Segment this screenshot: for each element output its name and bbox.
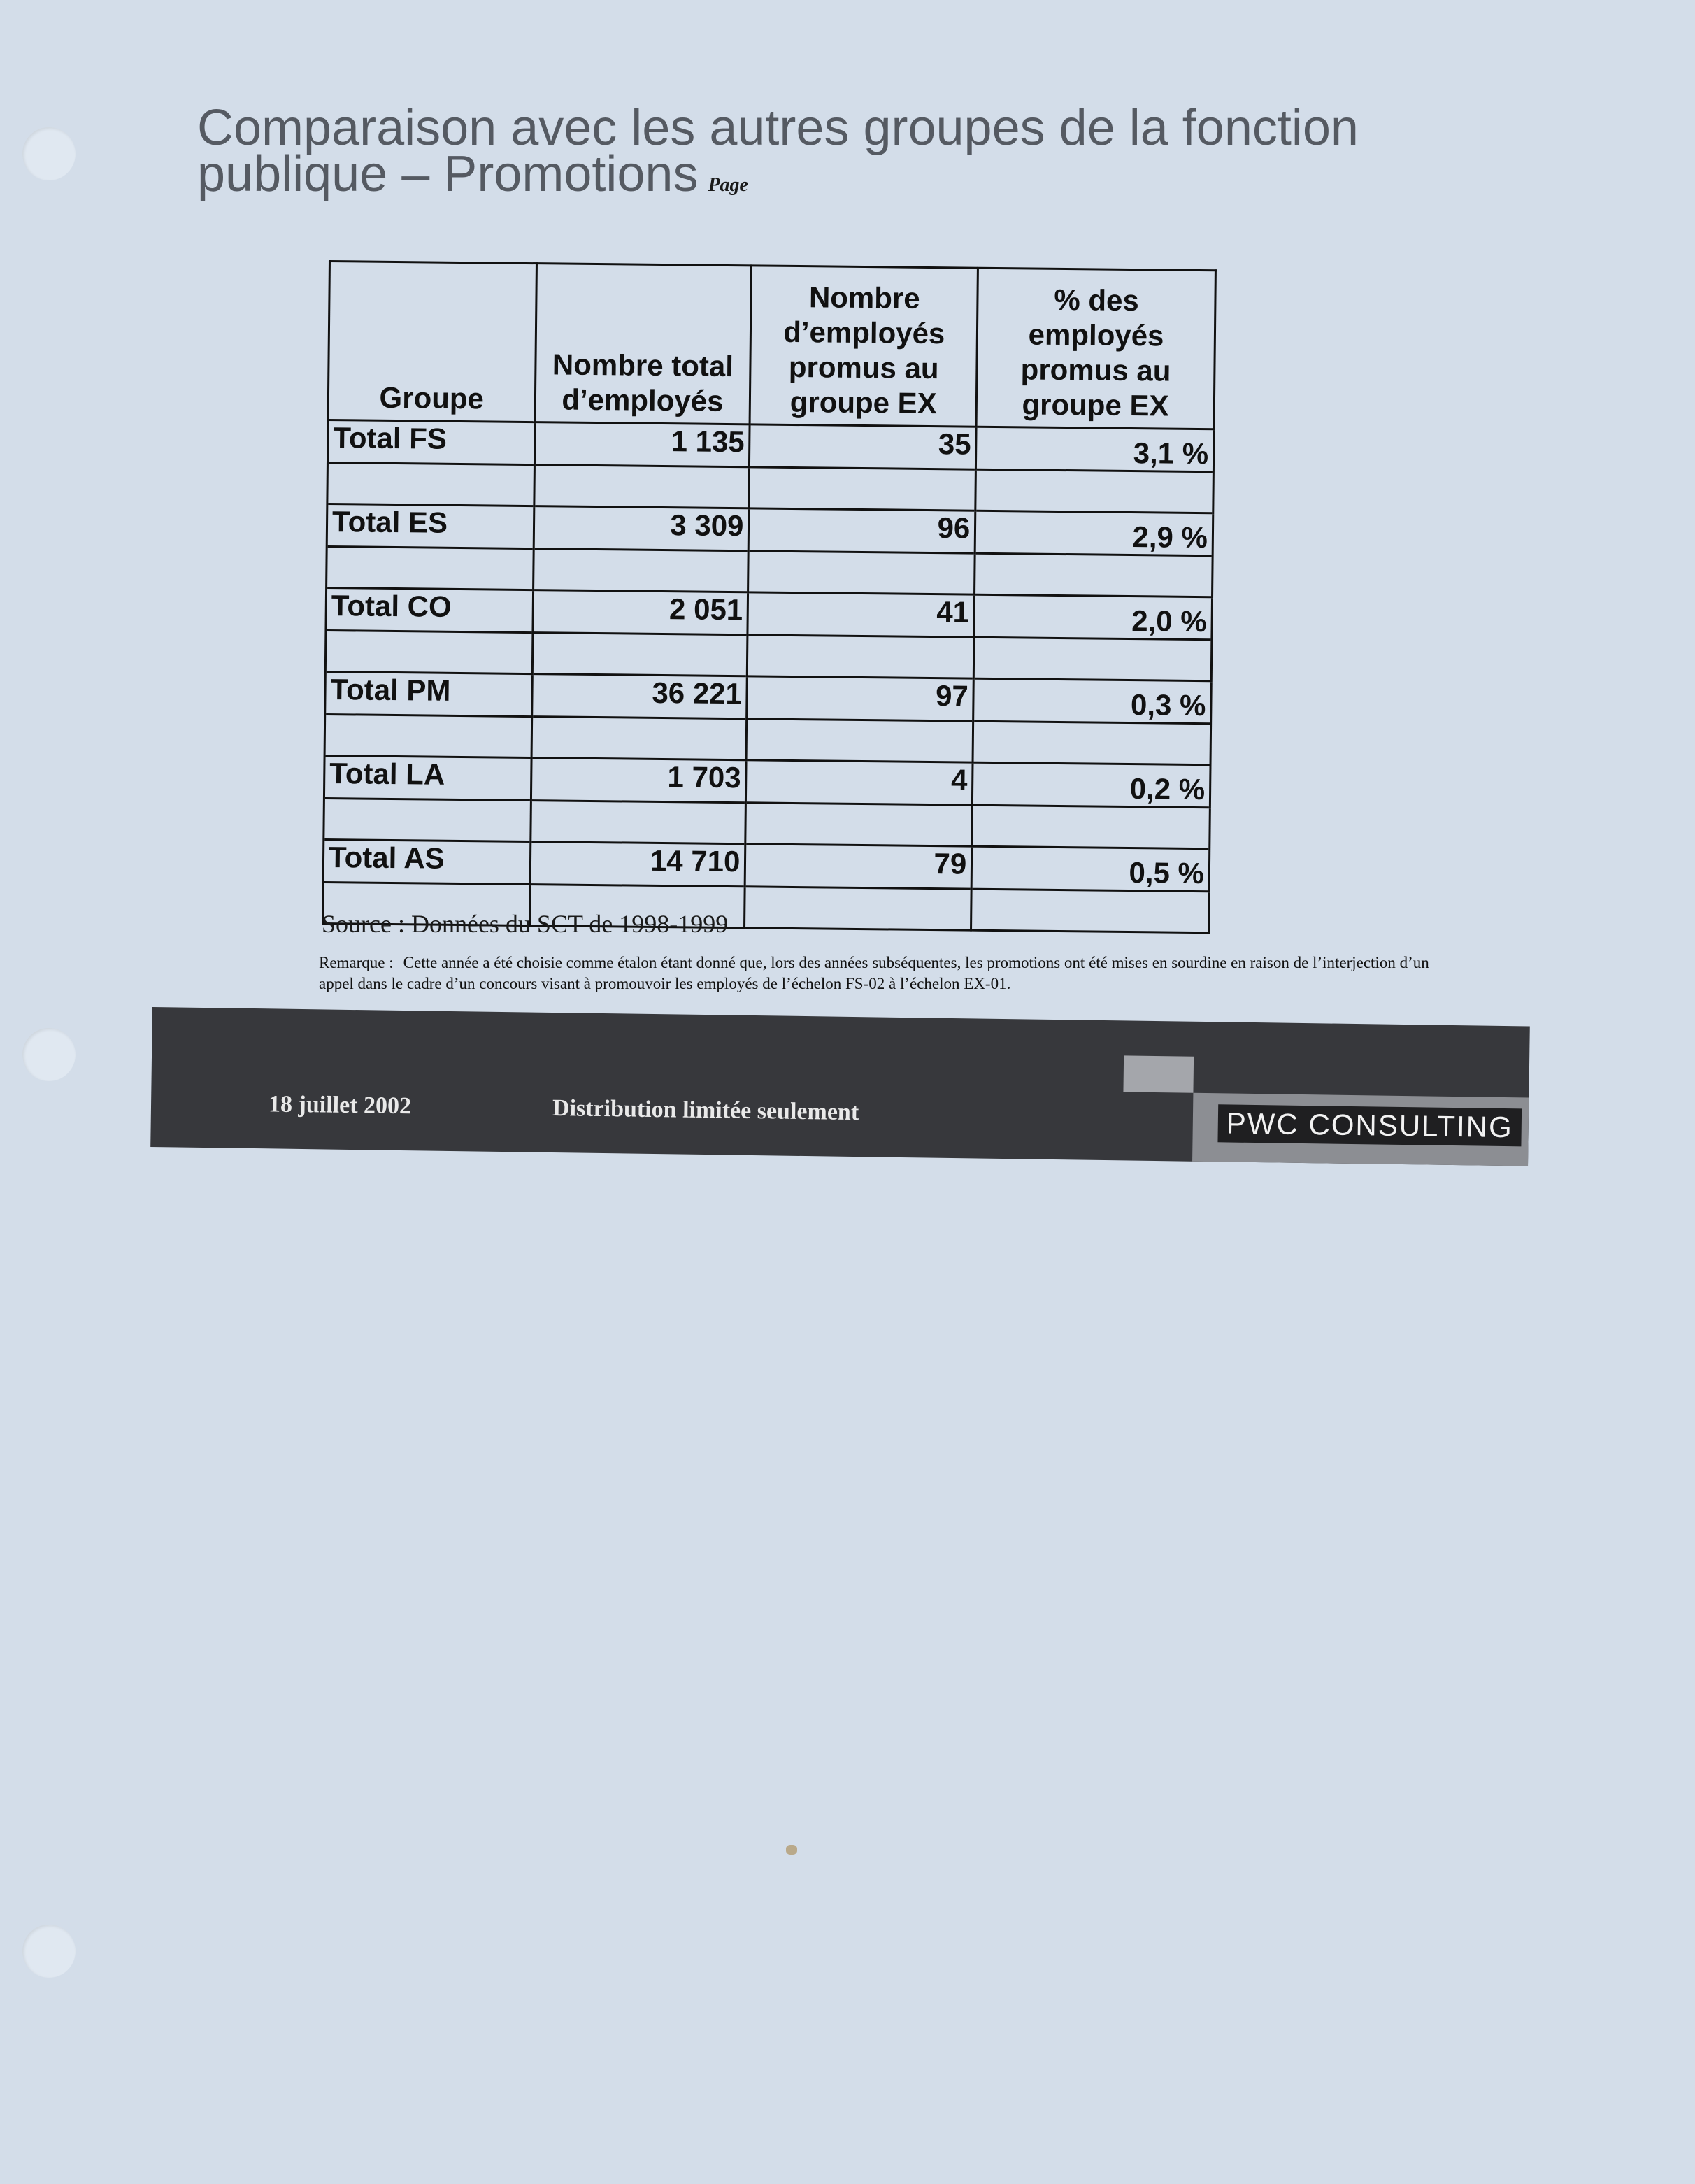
cell-groupe: Total LA <box>324 755 531 800</box>
cell-pct: 3,1 % <box>976 427 1214 472</box>
header-groupe: Groupe <box>328 262 536 422</box>
header-total-employes: Nombre total d’employés <box>535 264 752 424</box>
footer-date: 18 juillet 2002 <box>268 1091 412 1120</box>
remark-label: Remarque : <box>319 954 394 971</box>
punch-hole-top <box>22 127 76 180</box>
cell-pct: 0,2 % <box>973 762 1210 808</box>
promotions-table <box>322 260 1217 934</box>
cell-promus: 35 <box>750 424 977 469</box>
cell-promus: 41 <box>748 592 975 637</box>
cell-promus: 96 <box>749 508 976 553</box>
cell-groupe: Total FS <box>327 420 534 465</box>
cell-pct: 2,9 % <box>975 511 1213 556</box>
footer-band <box>150 1007 1530 1166</box>
cell-groupe: Total AS <box>323 839 530 884</box>
footer-distribution: Distribution limitée seulement <box>552 1095 859 1126</box>
punch-hole-bottom <box>22 1925 76 1978</box>
cell-total: 14 710 <box>530 842 745 887</box>
page-title-text: Comparaison avec les autres groupes de la fonction publique – Promotions <box>197 100 1359 202</box>
cell-total: 36 221 <box>531 674 747 719</box>
page-label: Page <box>708 174 748 196</box>
cell-pct: 0,3 % <box>973 678 1211 724</box>
promotions-table-wrapper <box>322 260 1224 934</box>
paper-speck <box>786 1845 797 1855</box>
cell-total: 2 051 <box>533 590 748 635</box>
header-employes-promus: Nombre d’employés promus au groupe EX <box>750 266 978 427</box>
cell-total: 1 703 <box>531 758 746 803</box>
punch-hole-middle <box>22 1028 76 1081</box>
cell-pct: 0,5 % <box>971 846 1209 892</box>
table-header-row <box>328 262 1215 429</box>
cell-pct: 2,0 % <box>974 594 1212 640</box>
cell-total: 1 135 <box>534 422 750 467</box>
cell-promus: 4 <box>746 760 973 805</box>
pwc-consulting-logo: PWC CONSULTING <box>1217 1104 1522 1146</box>
cell-groupe: Total PM <box>325 671 532 716</box>
cell-promus: 79 <box>745 844 973 889</box>
cell-groupe: Total CO <box>326 587 533 632</box>
cell-total: 3 309 <box>534 506 749 551</box>
cell-groupe: Total ES <box>327 504 534 548</box>
footer-accent-block <box>1123 1055 1194 1092</box>
source-note: Source : Données du SCT de 1998-1999 <box>322 910 729 938</box>
page-title <box>197 100 1512 208</box>
remark-text: Cette année a été choisie comme étalon étant donné que, lors des années subséquentes, les promotions ont été mises en sourdine en raison de l’interjection d’un appel dans le cadre d’un concours visant à promouvoir les employés de l’échelon FS-02 à l’échelon EX-01. <box>319 954 1429 992</box>
cell-promus: 97 <box>747 676 974 721</box>
remark-note <box>319 952 1431 994</box>
header-pourcentage-promus: % des employés promus au groupe EX <box>976 268 1215 429</box>
